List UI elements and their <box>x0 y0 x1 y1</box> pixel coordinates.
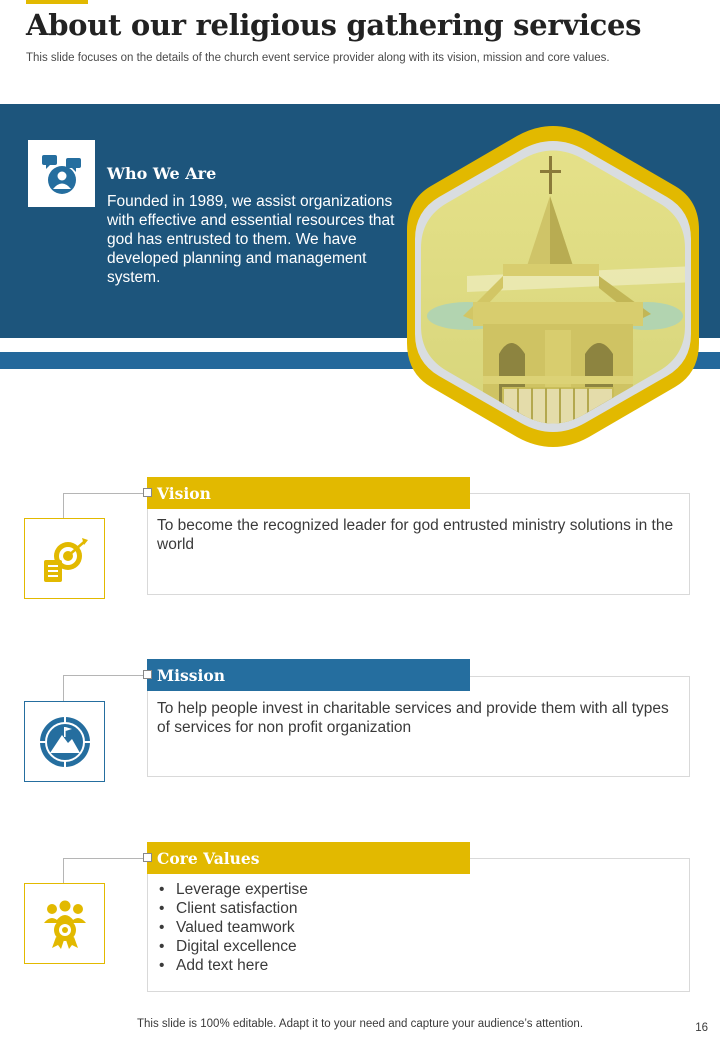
team-award-icon <box>40 899 90 949</box>
chat-people-icon <box>40 152 84 196</box>
core-values-list <box>157 880 308 975</box>
who-we-are-icon-box <box>28 140 95 207</box>
top-accent-bar <box>26 0 88 4</box>
list-item: • Digital excellence <box>157 937 308 956</box>
core-values-connector-dot <box>143 853 152 862</box>
core-values-heading: Core Values <box>157 848 260 868</box>
mission-connector-vertical <box>63 675 64 701</box>
footer-note: This slide is 100% editable. Adapt it to your need and capture your audience’s attention. <box>136 1018 584 1030</box>
mission-connector-dot <box>143 670 152 679</box>
vision-connector-dot <box>143 488 152 497</box>
mission-connector-horizontal <box>63 675 147 676</box>
list-item: • Leverage expertise <box>157 880 308 899</box>
core-values-connector-vertical <box>63 858 64 884</box>
mountain-flag-target-icon <box>38 715 92 769</box>
core-values-tab <box>147 842 470 874</box>
mission-icon-box <box>24 701 105 782</box>
who-we-are-heading: Who We Are <box>107 164 217 183</box>
vision-connector-horizontal <box>63 493 147 494</box>
list-item: • Add text here <box>157 956 308 975</box>
vision-connector-vertical <box>63 493 64 519</box>
vision-tab <box>147 477 470 509</box>
page-number: 16 <box>695 1022 708 1034</box>
mission-text: To help people invest in charitable services and provide them with all types of services for non profit organization <box>157 700 669 736</box>
who-we-are-text: Founded in 1989, we assist organizations with effective and essential resources that god has entrusted to them. We have developed planning and management system. <box>107 193 395 286</box>
page-title: About our religious gathering services <box>26 8 642 42</box>
church-bell-tower-image <box>407 126 699 447</box>
mission-heading: Mission <box>157 665 225 685</box>
page-subtitle: This slide focuses on the details of the church event service provider along with its vision, mission and core values. <box>26 52 610 64</box>
list-item: • Valued teamwork <box>157 918 308 937</box>
target-checklist-icon <box>40 534 90 584</box>
vision-heading: Vision <box>157 483 211 503</box>
vision-icon-box <box>24 518 105 599</box>
core-values-connector-horizontal <box>63 858 147 859</box>
vision-text: To become the recognized leader for god entrusted ministry solutions in the world <box>157 517 674 553</box>
list-item: • Client satisfaction <box>157 899 308 918</box>
core-values-icon-box <box>24 883 105 964</box>
mission-tab <box>147 659 470 691</box>
